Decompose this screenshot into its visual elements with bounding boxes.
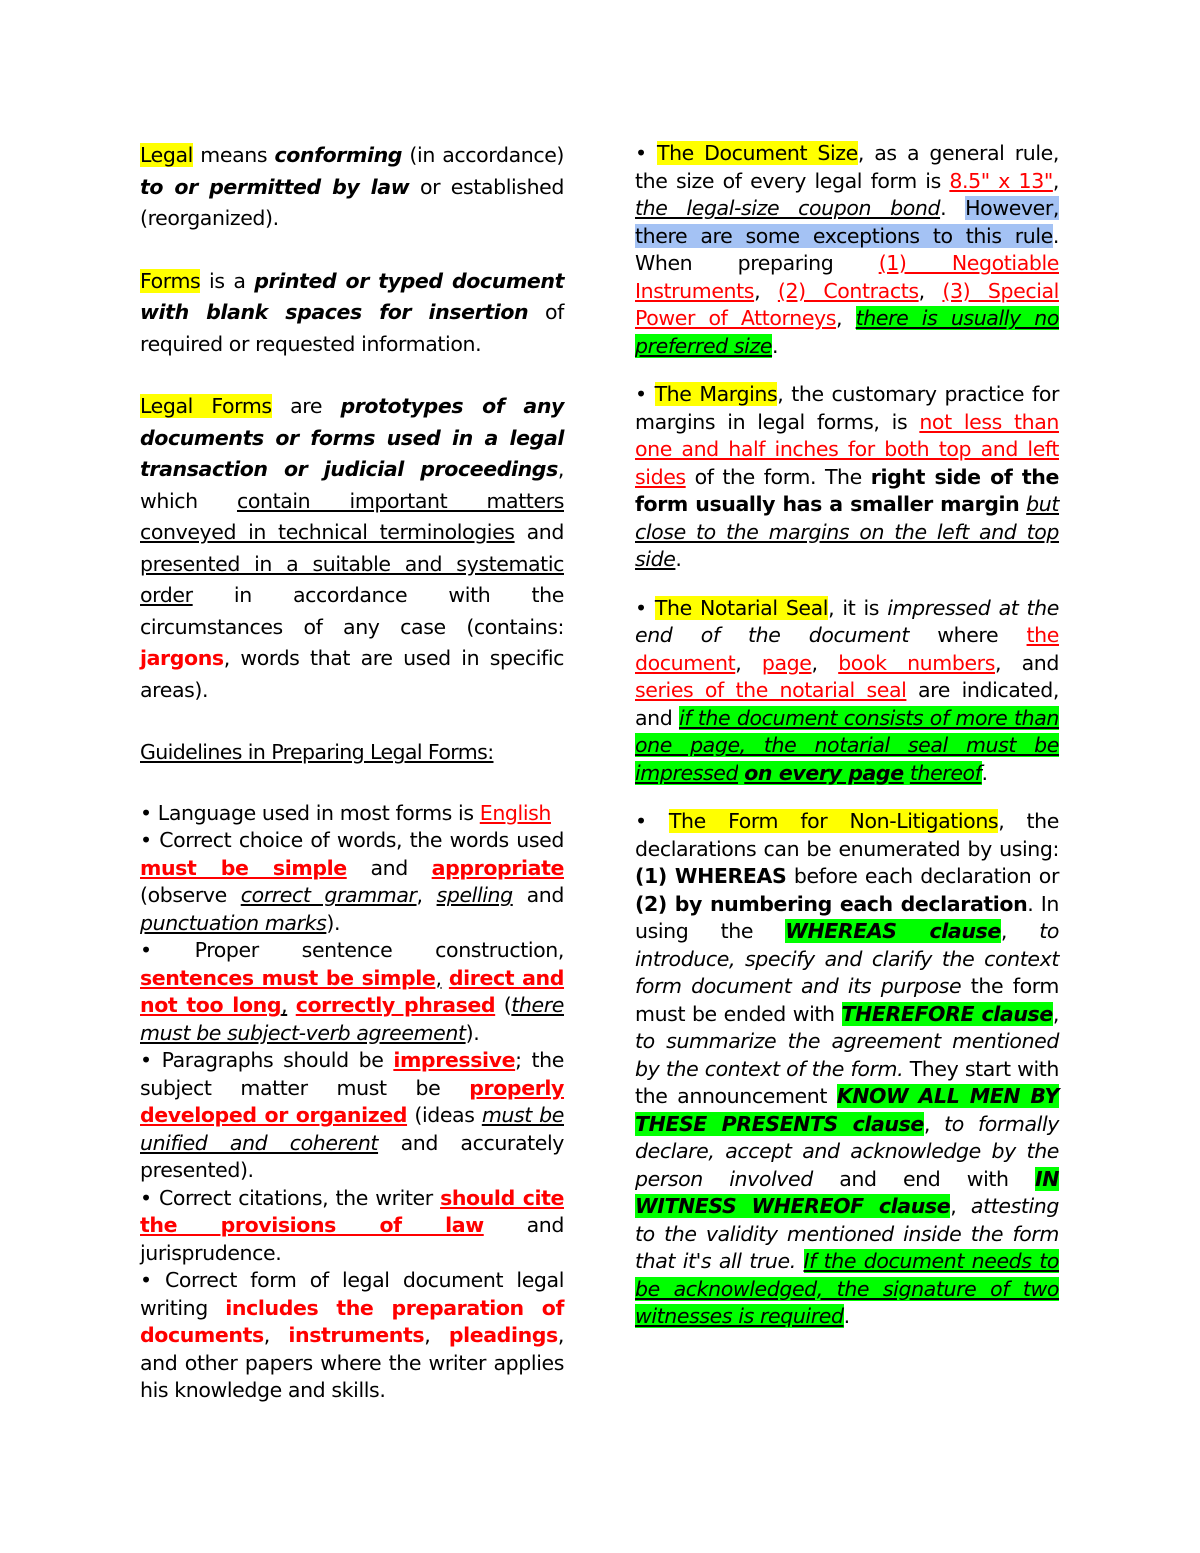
section-title: The Margins [654, 382, 778, 406]
guidelines-heading: Guidelines in Preparing Legal Forms: [140, 740, 494, 764]
guideline-item: • Correct choice of words, the words used must be simple and appropriate (observe correct grammar, spelling and punctuation marks). [140, 828, 565, 935]
term-legal: Legal [140, 143, 193, 167]
guideline-item: • Proper sentence construction, sentences must be simple, direct and not too long, correctly phrased (there must be subject-verb agreement). [140, 938, 565, 1045]
definition-legal-forms: Legal Forms are prototypes of any documents or forms used in a legal transaction or judicial proceedings, which contain important matters conveyed in technical terminologies and presented in a suitable and systematic order in accordance with the circumstances of any case (contains: jargons, words that are used in specific areas). [140, 394, 564, 702]
definition-forms: Forms is a printed or typed document with blank spaces for insertion of required or requested information. [140, 268, 564, 356]
section-title: The Notarial Seal [654, 595, 829, 620]
right-column [635, 140, 1059, 1331]
term-legal-forms: Legal Forms [140, 394, 272, 418]
guideline-item: • Correct form of legal document legal writing includes the preparation of documents, instruments, pleadings, and other papers where the writer applies his knowledge and skills. [140, 1268, 564, 1402]
guideline-item: • Correct citations, the writer should cite the provisions of law and jurisprudence. [140, 1185, 564, 1265]
section-notarial-seal: • The Notarial Seal, it is impressed at the end of the document where the document, page, book numbers, and series of the notarial seal are indicated, and if the document consists of more than one page, the notarial seal must be impressed on every page thereof. [635, 595, 1060, 785]
section-margins: • The Margins, the customary practice for margins in legal forms, is not less than one and half inches for both top and left sides of the form. The right side of the form usually has a smaller margin but close to the margins on the left and top side. [635, 382, 1060, 571]
left-column [140, 140, 564, 1405]
section-non-litigations: • The Form for Non-Litigations, the declarations can be enumerated by using: (1) WHEREAS before each declaration or (2) by numbering each declaration. In using the WHEREAS clause, to introduce, specify and clarify the context form document and its purpose the form must be ended with THEREFORE clause, to summarize the agreement mentioned by the context of the form. They start with the announcement KNOW ALL MEN BY THESE PRESENTS clause, to formally declare, accept and acknowledge by the person involved and end with IN WITNESS WHEREOF clause, attesting to the validity mentioned inside the form that it's all true. If the document needs to be acknowledged, the signature of two witnesses is required. [635, 809, 1059, 1328]
section-title: The Form for Non-Litigations [668, 809, 999, 833]
guidelines-list [140, 800, 564, 1405]
guideline-item: • Paragraphs should be impressive; the subject matter must be properly developed or organized (ideas must be unified and coherent and accurately presented). [140, 1048, 564, 1182]
definition-legal: Legal means conforming (in accordance) to or permitted by law or established (reorganized). [140, 143, 565, 230]
guideline-item: • Language used in most forms is English [140, 800, 551, 825]
section-document-size: • The Document Size, as a general rule, the size of every legal form is 8.5" x 13", the legal-size coupon bond. However, there are some exceptions to this rule. When preparing (1) Negotiable Instruments, (2) Contracts, (3) Special Power of Attorneys, there is usually no preferred size. [635, 141, 1059, 358]
term-forms: Forms [140, 268, 201, 293]
section-title: The Document Size [656, 141, 858, 165]
